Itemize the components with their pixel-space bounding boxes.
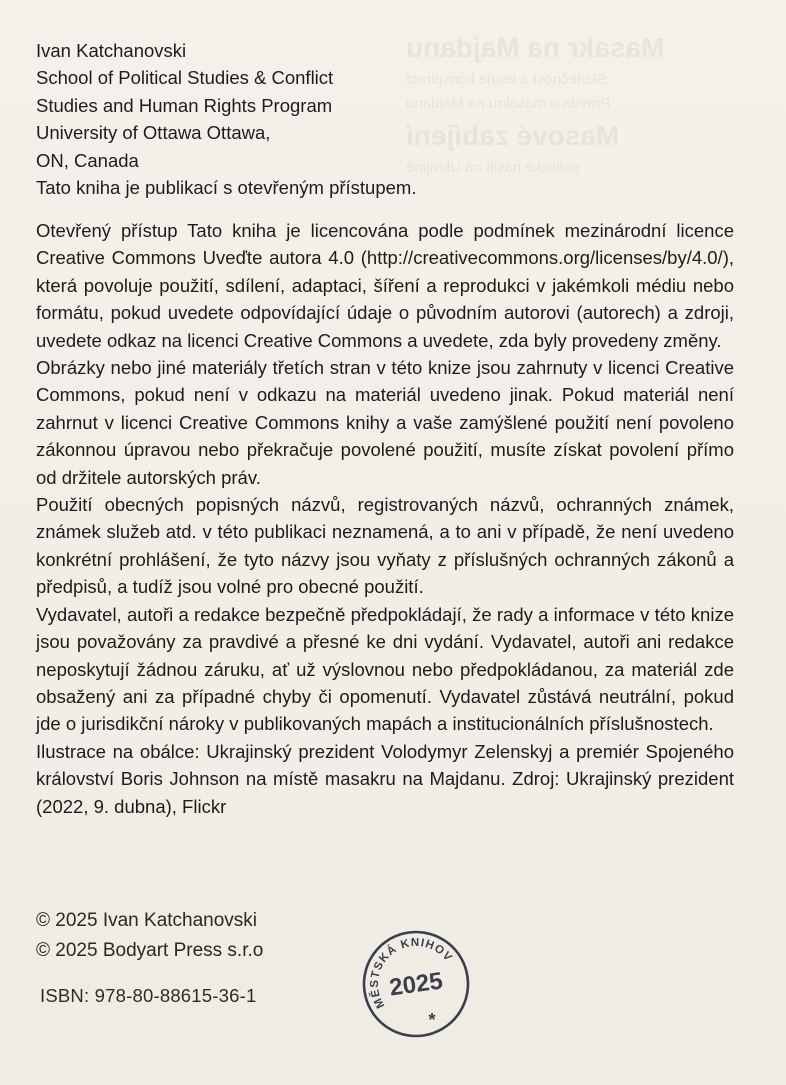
copyright-publisher: © 2025 Bodyart Press s.r.o: [36, 940, 264, 961]
isbn: ISBN: 978-80-88615-36-1: [40, 985, 257, 1006]
disclaimer-paragraph: Vydavatel, autoři a redakce bezpečně předpokládají, že rady a informace v této knize jsou považovány za pravdivé a přesné ke dni vydání. Vydavatel, autoři ani redakce neposkytují žádnou záruku, ať už výslovnou nebo předpokládanou, za materiál zde obsažený ani za případné chyby či opomenutí. Vydavatel zůstává neutrální, pokud jde o jurisdikční nároky v publikovaných mapách a institucionálních příslušnostech.: [36, 603, 734, 735]
stamp-arc-text: MĚSTSKÁ KNIHOVNA: [368, 936, 455, 1011]
affiliation-line: School of Political Studies & Conflict: [36, 67, 334, 89]
copyright-author: © 2025 Ivan Katchanovski: [36, 910, 258, 931]
copyright-block: [36, 906, 263, 966]
stamp-star: *: [428, 1010, 436, 1030]
license-paragraph: Otevřený přístup Tato kniha je licencována podle podmínek mezinárodní licence Creative Commons Uveďte autora 4.0 (http://creativecommons.org/licenses/by/4.0/), která povoluje použití, sdílení, adaptaci, šíření a reprodukci v jakémkoli médiu nebo formátu, pokud uvedete odpovídající údaje o původním autorovi (autorech) a zdroji, uvedete odkaz na licenci Creative Commons a uvedete, zda byly provedeny změny.: [36, 220, 734, 351]
third-party-paragraph: Obrázky nebo jiné materiály třetích stran v této knize jsou zahrnuty v licenci Creative Commons, pokud není v odkazu na materiál uvedeno jinak. Pokud materiál není zahrnut v licenci Creative Commons knihy a vaše zamýšlené použití není povoleno zákonnou úpravou nebo překračuje povolené použití, musíte získat povolení přímo od držitele autorských práv.: [36, 357, 734, 488]
stamp-graphic: [360, 928, 472, 1040]
cover-credit-paragraph: Ilustrace na obálce: Ukrajinský prezident Volodymyr Zelenskyj a premiér Spojeného království Boris Johnson na místě masakru na Majdanu. Zdroj: Ukrajinský prezident (2022, 9. dubna), Flickr: [36, 740, 734, 817]
library-stamp: [360, 928, 472, 1040]
affiliation-line: ON, Canada: [36, 149, 139, 171]
show-through-text: Masakr na Majdanu Skutečnost a teorie konspirací Pravda o masakru na Majdanu Masové zabíjení politické násilí na Ukrajině: [406, 32, 665, 176]
open-access-note: Tato kniha je publikací s otevřeným přístupem.: [36, 177, 417, 199]
stamp-year: 2025: [387, 967, 445, 1002]
affiliation-line: Studies and Human Rights Program: [36, 94, 333, 116]
legal-notice: [36, 217, 734, 820]
author-name: Ivan Katchanovski: [36, 40, 187, 61]
trademark-paragraph: Použití obecných popisných názvů, registrovaných názvů, ochranných známek, známek služeb atd. v této publikaci neznamená, a to ani v případě, že není uvedeno konkrétní prohlášení, že tyto názvy jsou vyňaty z příslušných ochranných zákonů a předpisů, a tudíž jsou volné pro obecné použití.: [36, 494, 734, 598]
affiliation-line: University of Ottawa Ottawa,: [36, 122, 271, 144]
author-affiliation: [36, 37, 556, 201]
